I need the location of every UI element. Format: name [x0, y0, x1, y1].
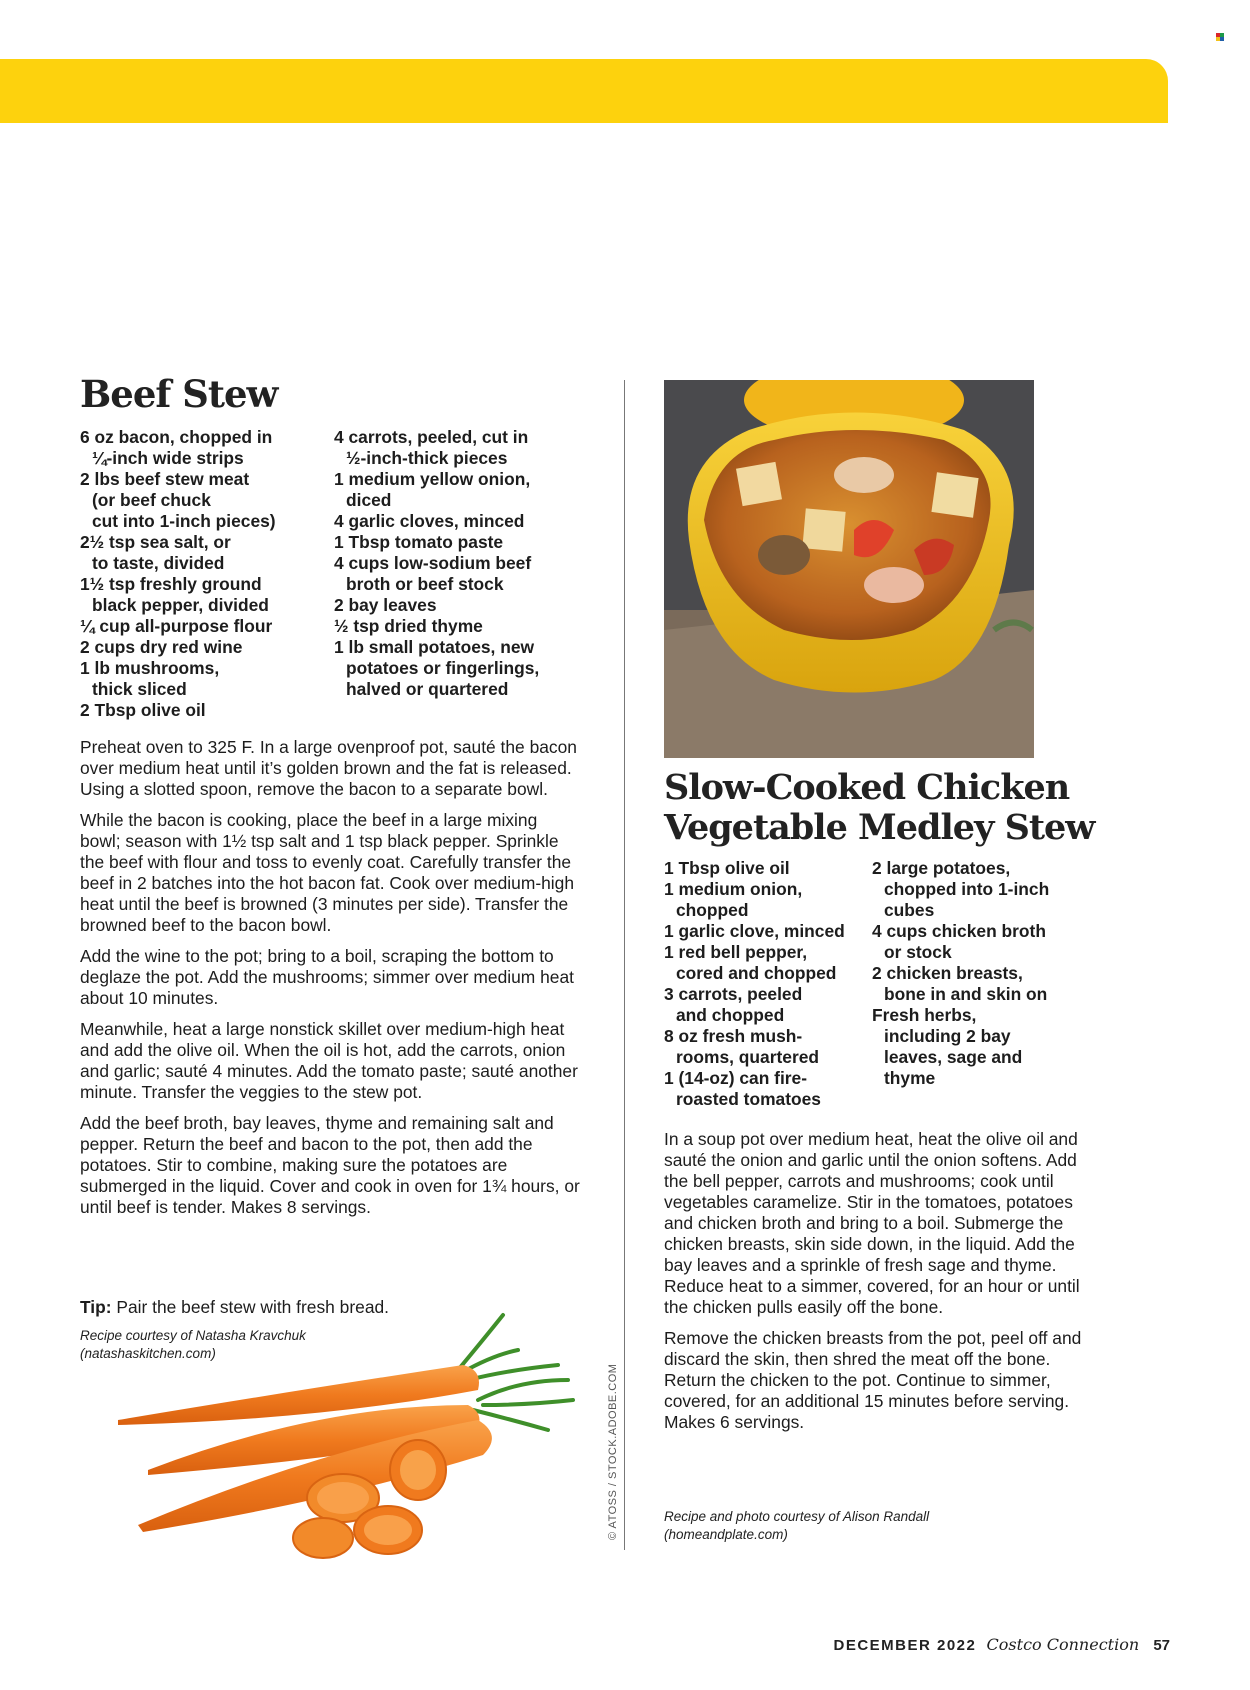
ingredient-item — [872, 1005, 1082, 1089]
beef-credit-url: (natashaskitchen.com) — [80, 1346, 216, 1361]
brand-mark-icon — [1216, 33, 1224, 41]
ingredient-line: ½-inch-thick pieces — [346, 448, 508, 468]
ingredient-line: 1 garlic clove, minced — [664, 921, 845, 941]
direction-paragraph: Preheat oven to 325 F. In a large ovenproof pot, sauté the bacon over medium heat until it’s golden brown and the fat is released. Using a slotted spoon, remove the bacon to a separate bowl. — [80, 737, 577, 799]
ingredient-item — [872, 963, 1082, 1005]
ingredient-item — [664, 942, 874, 984]
ingredient-line: 1 (14-oz) can fire- — [664, 1068, 808, 1088]
ingredient-line: 1 lb small potatoes, new — [334, 637, 535, 657]
ingredient-line: and chopped — [676, 1005, 785, 1025]
ingredient-line: rooms, quartered — [676, 1047, 820, 1067]
carrots-photo — [118, 1310, 578, 1580]
ingredient-line: (or beef chuck — [92, 490, 211, 510]
photo-credit: © ATOSS / STOCK.ADOBE.COM — [607, 1363, 619, 1540]
ingredient-item — [334, 427, 604, 469]
ingredient-line: thick sliced — [92, 679, 187, 699]
ingredient-line: chopped — [676, 900, 749, 920]
ingredient-line: 2 cups dry red wine — [80, 637, 243, 657]
ingredient-line: 4 carrots, peeled, cut in — [334, 427, 529, 447]
ingredient-item — [664, 858, 874, 879]
ingredient-item — [334, 637, 604, 700]
ingredient-line: chopped into 1-inch — [884, 879, 1050, 899]
chicken-directions — [664, 1129, 1094, 1443]
ingredient-line: 1 Tbsp tomato paste — [334, 532, 504, 552]
header-color-band — [0, 59, 1168, 123]
beef-credit-line: Recipe courtesy of Natasha Kravchuk — [80, 1328, 306, 1343]
ingredient-line: 1 Tbsp olive oil — [664, 858, 790, 878]
ingredient-line: 1 medium yellow onion, — [334, 469, 531, 489]
ingredient-line: 2 bay leaves — [334, 595, 437, 615]
ingredient-item — [80, 658, 325, 700]
issue-date: DECEMBER 2022 — [833, 1637, 977, 1654]
beef-stew-title: Beef Stew — [80, 372, 278, 416]
ingredient-item — [80, 574, 325, 616]
ingredient-line: 4 cups low-sodium beef — [334, 553, 532, 573]
tip-label: Tip: — [80, 1297, 112, 1317]
ingredient-line: halved or quartered — [346, 679, 509, 699]
ingredient-line: 4 garlic cloves, minced — [334, 511, 525, 531]
tip-text: Pair the beef stew with fresh bread. — [111, 1297, 389, 1317]
ingredient-item — [80, 532, 325, 574]
ingredient-item — [664, 921, 874, 942]
ingredient-line: or stock — [884, 942, 952, 962]
magazine-name: Costco Connection — [986, 1635, 1140, 1654]
direction-paragraph: While the bacon is cooking, place the beef in a large mixing bowl; season with 1½ tsp salt and 1 tsp black pepper. Sprinkle the beef with flour and toss to evenly coat. Carefully transfer the beef in 2 batches into the hot bacon fat. Cook over medium-high heat until the beef is browned (3 minutes per side). Transfer the browned beef to the bacon bowl. — [80, 810, 575, 935]
ingredient-line: leaves, sage and — [884, 1047, 1023, 1067]
ingredient-line: black pepper, divided — [92, 595, 269, 615]
ingredient-item — [664, 1068, 874, 1110]
ingredient-line: roasted tomatoes — [676, 1089, 821, 1109]
page-number: 57 — [1153, 1637, 1170, 1654]
chicken-credit — [664, 1508, 929, 1544]
ingredient-line: ¼-inch wide strips — [92, 448, 244, 468]
ingredient-line: potatoes or fingerlings, — [346, 658, 540, 678]
ingredient-item — [80, 637, 325, 658]
ingredient-item — [80, 700, 325, 721]
ingredient-line: 1 medium onion, — [664, 879, 803, 899]
ingredient-item — [664, 879, 874, 921]
direction-paragraph: Add the wine to the pot; bring to a boil, scraping the bottom to deglaze the pot. Add the mushrooms; simmer over medium heat about 10 minutes. — [80, 946, 574, 1008]
ingredient-line: including 2 bay — [884, 1026, 1011, 1046]
direction-paragraph: In a soup pot over medium heat, heat the olive oil and sauté the onion and garlic until the onion softens. Add the bell pepper, carrots and mushrooms; cook until vegetables caramelize. Stir in the tomatoes, potatoes and chicken broth and bring to a boil. Submerge the chicken breasts, skin side down, in the liquid. Add the bay leaves and a sprinkle of fresh sage and thyme. Reduce heat to a simmer, covered, for an hour or until the chicken pulls easily off the bone. — [664, 1129, 1080, 1317]
direction-paragraph: Remove the chicken breasts from the pot, peel off and discard the skin, then shred the meat off the bone. Return the chicken to the pot. Continue to simmer, covered, for an additional 15 minutes before serving. Makes 6 servings. — [664, 1328, 1082, 1432]
direction-paragraph: Meanwhile, heat a large nonstick skillet over medium-high heat and add the olive oil. When the oil is hot, add the carrots, onion and garlic; sauté 4 minutes. Add the tomato paste; sauté another minute. Transfer the veggies to the stew pot. — [80, 1019, 578, 1102]
ingredient-item — [334, 511, 604, 532]
ingredient-line: to taste, divided — [92, 553, 225, 573]
chicken-ingredients-left — [664, 858, 874, 1110]
ingredient-item — [80, 469, 325, 532]
ingredient-line: cut into 1-inch pieces) — [92, 511, 276, 531]
beef-directions — [80, 737, 580, 1228]
ingredient-line: 1½ tsp freshly ground — [80, 574, 262, 594]
ingredient-item — [334, 532, 604, 553]
chicken-credit-line: Recipe and photo courtesy of Alison Randall — [664, 1509, 930, 1524]
ingredient-line: 2 Tbsp olive oil — [80, 700, 206, 720]
chicken-ingredients-right — [872, 858, 1082, 1089]
beef-ingredients-left — [80, 427, 325, 721]
chicken-stew-title: Slow-Cooked Chicken Vegetable Medley Stew — [664, 767, 1095, 848]
ingredient-line: ½ tsp dried thyme — [334, 616, 483, 636]
page-footer — [833, 1635, 1170, 1654]
ingredient-line: 6 oz bacon, chopped in — [80, 427, 273, 447]
ingredient-line: broth or beef stock — [346, 574, 504, 594]
ingredient-item — [80, 427, 325, 469]
ingredient-line: 8 oz fresh mush- — [664, 1026, 803, 1046]
ingredient-line: Fresh herbs, — [872, 1005, 977, 1025]
ingredient-item — [80, 616, 325, 637]
ingredient-item — [334, 469, 604, 511]
ingredient-line: cubes — [884, 900, 935, 920]
ingredient-item — [334, 616, 604, 637]
ingredient-line: 1 lb mushrooms, — [80, 658, 220, 678]
chicken-stew-photo — [664, 380, 1034, 758]
ingredient-line: 2 chicken breasts, — [872, 963, 1023, 983]
ingredient-item — [334, 553, 604, 595]
ingredient-line: diced — [346, 490, 392, 510]
ingredient-item — [872, 921, 1082, 963]
ingredient-line: 2 large potatoes, — [872, 858, 1011, 878]
ingredient-line: 3 carrots, peeled — [664, 984, 803, 1004]
direction-paragraph: Add the beef broth, bay leaves, thyme and remaining salt and pepper. Return the beef and bacon to the pot, then add the potatoes. Stir to combine, making sure the potatoes are submerged in the liquid. Cover and cook in oven for 1¾ hours, or until beef is tender. Makes 8 servings. — [80, 1113, 580, 1217]
column-divider — [624, 380, 625, 1550]
ingredient-line: 1 red bell pepper, — [664, 942, 808, 962]
chicken-credit-url: (homeandplate.com) — [664, 1527, 788, 1542]
beef-ingredients-right — [334, 427, 604, 700]
ingredient-item — [664, 984, 874, 1026]
ingredient-line: 2 lbs beef stew meat — [80, 469, 250, 489]
ingredient-item — [664, 1026, 874, 1068]
ingredient-line: 4 cups chicken broth — [872, 921, 1046, 941]
ingredient-item — [334, 595, 604, 616]
ingredient-line: cored and chopped — [676, 963, 837, 983]
ingredient-line: ¼ cup all-purpose flour — [80, 616, 273, 636]
ingredient-line: 2½ tsp sea salt, or — [80, 532, 231, 552]
ingredient-line: thyme — [884, 1068, 936, 1088]
ingredient-item — [872, 858, 1082, 921]
ingredient-line: bone in and skin on — [884, 984, 1048, 1004]
